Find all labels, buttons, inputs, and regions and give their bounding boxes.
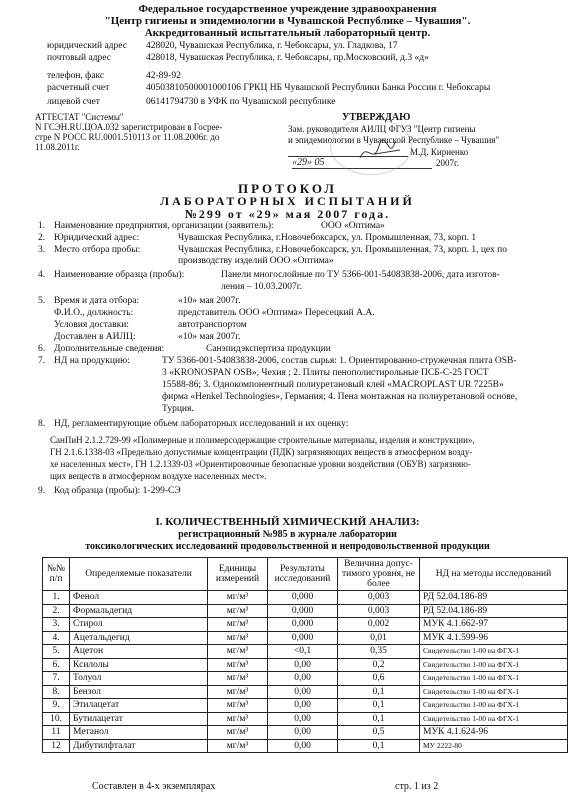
cell-result: 0,000: [268, 618, 338, 632]
cell-units: мг/м³: [208, 658, 268, 672]
cell-limit: 0,003: [338, 604, 420, 618]
col-header-units: Единицы измерений: [208, 558, 268, 591]
table-row: [43, 591, 568, 605]
protocol-title: ПРОТОКОЛ: [238, 181, 337, 196]
cell-indicator: Стирол: [70, 618, 208, 632]
cell-indicator: Формальдегид: [70, 604, 208, 618]
cell-limit: 0,1: [338, 712, 420, 726]
cell-units: мг/м³: [208, 631, 268, 645]
cell-num: 1.: [43, 591, 70, 605]
approve-line1: Зам. руководителя АИЛЦ ФГУЗ "Центр гигиены: [288, 124, 476, 134]
footer-copies: Составлен в 4-х экземплярах: [92, 781, 216, 792]
cell-units: мг/м³: [208, 739, 268, 753]
approve-line2: и эпидемиологии в Чувашской Республике – Чувашия": [288, 135, 500, 145]
reg-line-4: щих веществ в атмосферном воздухе населенных мест».: [50, 471, 267, 481]
col-header-limit: Величина допус-тимого уровня, не более: [338, 558, 420, 591]
cell-method: РД 52.04.186-89: [420, 604, 568, 618]
cell-units: мг/м³: [208, 604, 268, 618]
table-row: [43, 658, 568, 672]
cell-num: 7.: [43, 672, 70, 686]
cell-limit: 0,2: [338, 658, 420, 672]
cell-limit: 0,002: [338, 618, 420, 632]
cell-result: 0,00: [268, 658, 338, 672]
col-header-indicator: Определяемые показатели: [70, 558, 208, 591]
cell-method: Свидетельство 1-00 на ФГХ-1: [420, 645, 568, 659]
table-row: [43, 739, 568, 753]
cell-num: 4.: [43, 631, 70, 645]
org-header-line3: Аккредитованный испытательный лабораторный центр.: [144, 27, 431, 39]
cell-num: 11: [43, 726, 70, 740]
cell-method: МУ 2222-80: [420, 739, 568, 753]
table-row: [43, 699, 568, 713]
cell-method: Свидетельство 1-00 на ФГХ-1: [420, 699, 568, 713]
cell-indicator: Бензол: [70, 685, 208, 699]
protocol-number: №299 от «29» мая 2007 года.: [184, 207, 391, 221]
col-header-method: НД на методы исследований: [420, 558, 568, 591]
nd-line-3: 15588-86; 3. Однокомпонентный полиуретановый клей «MACROPLAST UR 7225B»: [162, 380, 504, 390]
reg-line-2: ГН 2.1.6.1338-03 «Предельно допустимые концентрации (ПДК) загрязняющих веществ в атмосферном возду-: [50, 447, 473, 457]
cell-limit: 0,35: [338, 645, 420, 659]
cell-num: 6.: [43, 658, 70, 672]
cell-indicator: Ацетон: [70, 645, 208, 659]
col-header-results: Результаты исследований: [268, 558, 338, 591]
table-row: [43, 604, 568, 618]
cell-units: мг/м³: [208, 699, 268, 713]
cell-method: МУК 4.1.662-97: [420, 618, 568, 632]
cell-limit: 0,6: [338, 672, 420, 686]
attestat-line2: N ГСЭН.RU.ЦОА.032 зарегистрирован в Госрее-: [35, 122, 223, 132]
approve-year: 2007г.: [436, 158, 459, 168]
cell-result: 0,00: [268, 726, 338, 740]
cell-result: 0,000: [268, 604, 338, 618]
cell-result: 0,00: [268, 685, 338, 699]
results-table: [42, 557, 568, 753]
cell-limit: 0,1: [338, 685, 420, 699]
cell-units: мг/м³: [208, 712, 268, 726]
cell-indicator: Толуол: [70, 672, 208, 686]
cell-limit: 0,5: [338, 726, 420, 740]
cell-limit: 0,1: [338, 699, 420, 713]
table-row: [43, 645, 568, 659]
stamp-seal-icon: [330, 118, 412, 175]
cell-indicator: Ксилолы: [70, 658, 208, 672]
cell-num: 12: [43, 739, 70, 753]
cell-num: 3.: [43, 618, 70, 632]
cell-units: мг/м³: [208, 591, 268, 605]
table-row: [43, 618, 568, 632]
cell-units: мг/м³: [208, 685, 268, 699]
reg-line-1: СанПиН 2.1.2.729-99 «Полимерные и полимерсодержащие строительные материалы, изделия и конструкции»,: [50, 435, 475, 445]
cell-method: МУК 4.1.599-96: [420, 631, 568, 645]
cell-method: Свидетельство 1-00 на ФГХ-1: [420, 658, 568, 672]
cell-limit: 0,003: [338, 591, 420, 605]
cell-num: 8.: [43, 685, 70, 699]
cell-method: МУК 4.1.624-96: [420, 726, 568, 740]
table-row: [43, 672, 568, 686]
cell-num: 10.: [43, 712, 70, 726]
cell-indicator: Дибутилфталат: [70, 739, 208, 753]
cell-result: 0,00: [268, 739, 338, 753]
approve-title: УТВЕРЖДАЮ: [342, 112, 411, 123]
section-reg: регистрационный №985 в журнале лаборатории: [178, 529, 397, 540]
cell-indicator: Этилацетат: [70, 699, 208, 713]
cell-limit: 0,1: [338, 739, 420, 753]
attestat-line1: АТТЕСТАТ "Системы": [35, 112, 124, 122]
approve-date: «29» 05: [292, 157, 325, 168]
cell-method: Свидетельство 1-00 на ФГХ-1: [420, 685, 568, 699]
cell-num: 9.: [43, 699, 70, 713]
approve-signatory: М.Д. Кириенко: [410, 147, 469, 157]
cell-units: мг/м³: [208, 726, 268, 740]
cell-result: 0,000: [268, 631, 338, 645]
cell-method: Свидетельство 1-00 на ФГХ-1: [420, 712, 568, 726]
protocol-subtitle: ЛАБОРАТОРНЫХ ИСПЫТАНИЙ: [160, 194, 415, 208]
cell-indicator: Метанол: [70, 726, 208, 740]
table-row: [43, 726, 568, 740]
cell-units: мг/м³: [208, 672, 268, 686]
cell-method: РД 52.04.186-89: [420, 591, 568, 605]
org-header-line1: Федеральное государственное учреждение здравоохранения: [138, 3, 437, 15]
footer-page: стр. 1 из 2: [395, 781, 439, 792]
cell-limit: 0,01: [338, 631, 420, 645]
attestat-line4: 11.08.2011г.: [35, 142, 80, 152]
section-desc: токсикологических исследований продовольственной и непродовольственной продукции: [85, 541, 490, 552]
section-title: I. КОЛИЧЕСТВЕННЫЙ ХИМИЧЕСКИЙ АНАЛИЗ:: [155, 516, 420, 528]
cell-units: мг/м³: [208, 645, 268, 659]
col-header-num: №№ п/п: [43, 558, 70, 591]
cell-num: 5.: [43, 645, 70, 659]
cell-result: 0,00: [268, 672, 338, 686]
nd-line-4: фирма «Henkel Technologies», Германия; 4. Пена монтажная на полиуретановой основе,: [162, 392, 518, 402]
cell-indicator: Бутилацетат: [70, 712, 208, 726]
table-header-row: [43, 558, 568, 591]
cell-method: Свидетельство 1-00 на ФГХ-1: [420, 672, 568, 686]
cell-result: 0,000: [268, 591, 338, 605]
table-row: [43, 685, 568, 699]
nd-line-1: ТУ 5366-001-54083838-2006, состав сырья: 1. Ориентированно-стружечная плита OSB-: [162, 356, 517, 366]
nd-line-2: 3 «KRONOSPAN OSB», Чехия ; 2. Плиты пенополистирольные ПСБ-С-25 ГОСТ: [162, 368, 489, 378]
cell-indicator: Ацетальдегид: [70, 631, 208, 645]
cell-result: 0,00: [268, 699, 338, 713]
table-row: [43, 631, 568, 645]
cell-result: 0,00: [268, 712, 338, 726]
cell-indicator: Фенол: [70, 591, 208, 605]
reg-line-3: хе населенных мест», ГН 1.2.1339-03 «Ориентировочные безопасные уровни воздействия (ОБУВ) загрязняю-: [50, 459, 471, 469]
cell-units: мг/м³: [208, 618, 268, 632]
cell-num: 2.: [43, 604, 70, 618]
attestat-line3: стре N РОСС RU.0001.510113 от 11.08.2006г. до: [35, 132, 220, 142]
org-header-line2: "Центр гигиены и эпидемиологии в Чувашской Республике – Чувашия".: [104, 15, 471, 27]
nd-line-5: Турция.: [162, 404, 194, 414]
cell-result: <0,1: [268, 645, 338, 659]
table-row: [43, 712, 568, 726]
